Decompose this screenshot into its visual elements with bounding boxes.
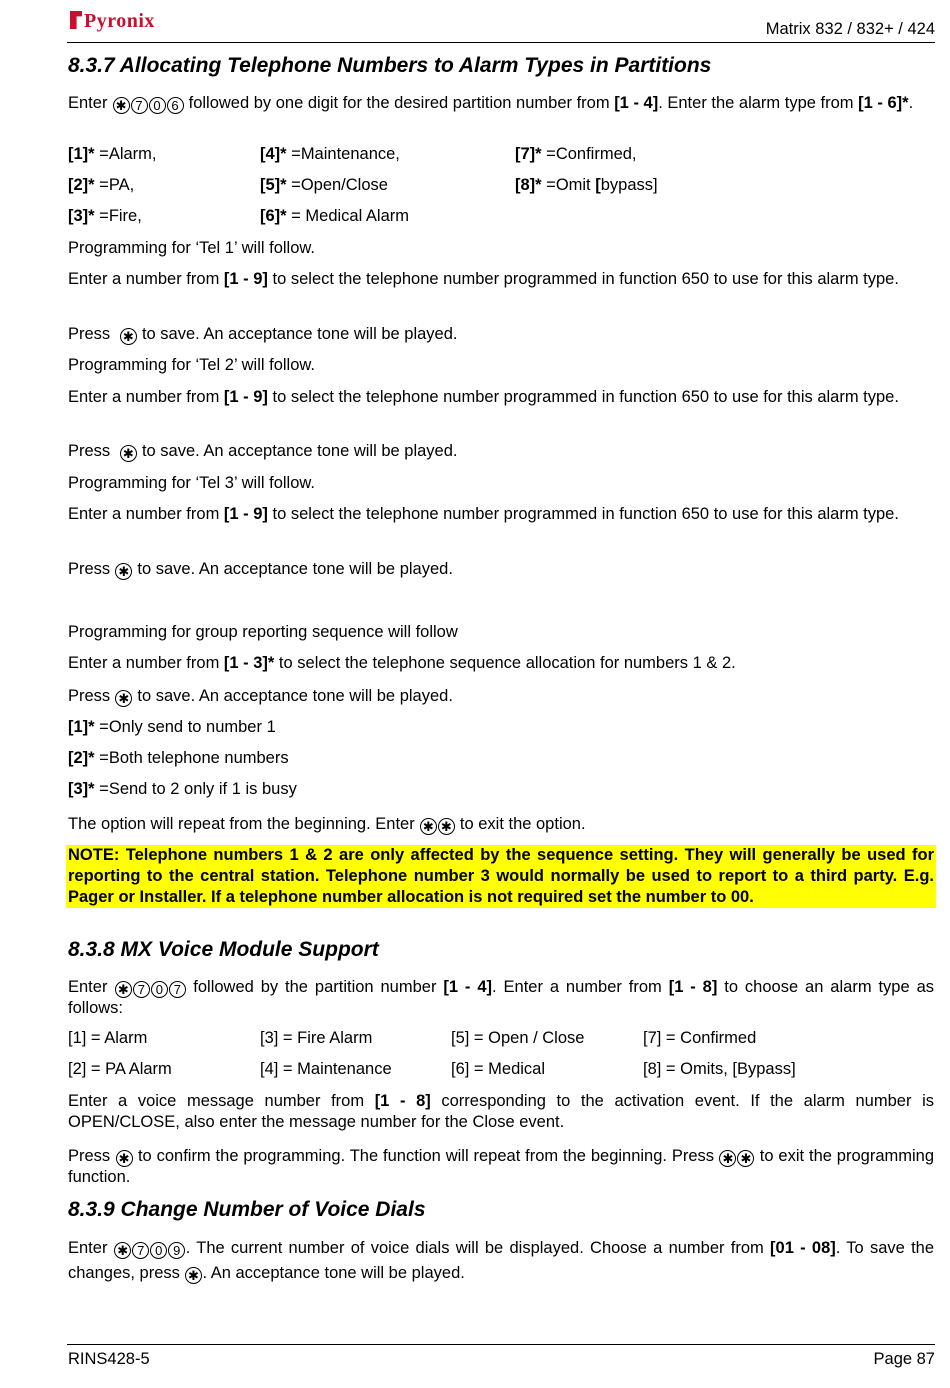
text-fragment: [3]*	[68, 780, 95, 798]
type-1	[68, 145, 157, 164]
text-fragment: Enter a number from	[68, 505, 224, 523]
text-fragment: =PA,	[94, 176, 135, 194]
pyronix-logo	[70, 10, 155, 33]
star-key-icon: ✱	[114, 1242, 131, 1259]
text-fragment: Press	[68, 325, 111, 343]
text-fragment: Enter	[68, 1239, 108, 1257]
text-fragment: =Alarm,	[94, 145, 157, 163]
tel3-press	[68, 559, 934, 580]
type-6	[260, 207, 409, 226]
voice-type: [3] = Fire Alarm	[260, 1029, 373, 1047]
text-fragment: to select the telephone number programmed in function 650 to use for this alarm type.	[267, 388, 899, 406]
text-fragment: [5]*	[260, 176, 287, 194]
text-fragment: [	[595, 176, 601, 194]
section-838-title: 8.3.8 MX Voice Module Support	[68, 938, 379, 961]
type-4	[260, 145, 400, 164]
voice-type: [8] = Omits, [Bypass]	[643, 1060, 796, 1078]
text-fragment: . Enter the alarm type from	[658, 94, 859, 112]
text-fragment: =Maintenance,	[286, 145, 400, 163]
logo-mark-icon	[70, 11, 82, 29]
text-fragment: [3]*	[68, 207, 95, 225]
text-fragment: [1 - 8]	[668, 978, 718, 996]
text-fragment: . The current number of voice dials will be displayed. Choose a number from	[185, 1239, 771, 1257]
exit-key-icon: ✱	[719, 1150, 736, 1167]
text-fragment: [1 - 4]	[614, 94, 659, 112]
key-0-icon: 0	[150, 1242, 167, 1259]
voice-type: [1] = Alarm	[68, 1029, 148, 1047]
text-fragment: =Both telephone numbers	[94, 749, 289, 767]
text-fragment: =Confirmed,	[541, 145, 637, 163]
text-fragment: [1 - 4]	[443, 978, 493, 996]
voice-type: [4] = Maintenance	[260, 1060, 392, 1078]
text-fragment: [7]*	[515, 145, 542, 163]
text-fragment: =Open/Close	[286, 176, 388, 194]
repeat-text	[68, 814, 934, 835]
text-fragment: Enter a number from	[68, 388, 224, 406]
text-fragment: corresponding to the activation event. If the alarm number is OPEN/CLOSE, also enter the message number for the Close event.	[68, 1092, 934, 1131]
text-fragment: Enter a voice message number from	[68, 1092, 375, 1110]
model-header: Matrix 832 / 832+ / 424	[765, 20, 935, 38]
save-key-icon: ✱	[120, 445, 137, 462]
key-7-icon: 7	[131, 97, 148, 114]
voice-type: [5] = Open / Close	[451, 1029, 585, 1047]
text-fragment: [1 - 9]	[223, 388, 268, 406]
text-fragment: to select the telephone number programmed in function 650 to use for this alarm type.	[267, 505, 899, 523]
key-9-icon: 9	[168, 1242, 185, 1259]
text-fragment: Press	[68, 560, 111, 578]
key-7-icon: 7	[133, 981, 150, 998]
key-0-icon: 0	[151, 981, 168, 998]
type-8	[515, 176, 658, 195]
tel1-enter	[68, 269, 934, 290]
type-2	[68, 176, 134, 195]
text-fragment: to select the telephone sequence allocation for numbers 1 & 2.	[274, 654, 736, 672]
text-fragment: Press	[68, 442, 111, 460]
confirm-text	[68, 1146, 934, 1188]
text-fragment: followed by one digit for the desired partition number from	[184, 94, 615, 112]
text-fragment: to save. An acceptance tone will be played.	[132, 687, 453, 705]
save-key-icon: ✱	[115, 563, 132, 580]
text-fragment: to exit the programming function.	[68, 1147, 935, 1186]
text-fragment: [1 - 6]*	[858, 94, 909, 112]
s838-intro	[68, 977, 934, 1019]
tel2-press	[68, 441, 934, 462]
text-fragment: [1 - 9]	[223, 270, 268, 288]
text-fragment: . To save the changes, press	[68, 1239, 935, 1282]
brand-name: Pyronix	[84, 10, 155, 32]
s837-intro	[68, 93, 934, 114]
text-fragment: Press	[68, 687, 111, 705]
tel2-text: Programming for ‘Tel 2’ will follow.	[68, 356, 315, 374]
text-fragment: to save. An acceptance tone will be played.	[137, 325, 458, 343]
seq-opt-1	[68, 717, 934, 738]
text-fragment: [1 - 3]*	[223, 654, 275, 672]
key-6-icon: 6	[167, 97, 184, 114]
key-0-icon: 0	[149, 97, 166, 114]
text-fragment: Press	[68, 1147, 111, 1165]
text-fragment: =Send to 2 only if 1 is busy	[94, 780, 297, 798]
seq-enter	[68, 653, 934, 674]
group-text: Programming for group reporting sequence will follow	[68, 623, 458, 641]
exit-key-icon: ✱	[420, 818, 437, 835]
text-fragment: [2]*	[68, 176, 95, 194]
save-key-icon: ✱	[185, 1267, 202, 1284]
text-fragment: Enter	[68, 94, 108, 112]
section-839-title: 8.3.9 Change Number of Voice Dials	[68, 1198, 426, 1221]
text-fragment: to exit the option.	[455, 815, 586, 833]
tel2-enter	[68, 387, 934, 408]
note-box: NOTE: Telephone numbers 1 & 2 are only affected by the sequence setting. They will generally be used for reporting to the central station. Telephone number 3 would normally be used to report to a third party. E.g. Pager or Installer. If a telephone number allocation is not required set the number to 00.	[68, 846, 934, 906]
text-fragment: . Enter a number from	[492, 978, 669, 996]
text-fragment: [6]*	[260, 207, 287, 225]
tel3-enter	[68, 504, 934, 525]
text-fragment: to save. An acceptance tone will be played.	[132, 560, 453, 578]
save-key-icon: ✱	[120, 328, 137, 345]
text-fragment: [01 - 08]	[770, 1239, 836, 1257]
save-key-icon: ✱	[115, 690, 132, 707]
text-fragment: = Medical Alarm	[286, 207, 410, 225]
type-3	[68, 207, 142, 226]
voice-type: [6] = Medical	[451, 1060, 546, 1078]
text-fragment: .	[908, 94, 914, 112]
tel1-press	[68, 324, 934, 345]
section-837-title: 8.3.7 Allocating Telephone Numbers to Alarm Types in Partitions	[68, 54, 712, 77]
text-fragment: [1]*	[68, 718, 95, 736]
seq-opt-3	[68, 779, 934, 800]
text-fragment: [1 - 9]	[223, 505, 268, 523]
voice-msg-text	[68, 1091, 934, 1133]
doc-number: RINS428-5	[68, 1350, 150, 1368]
star-key-icon: ✱	[115, 981, 132, 998]
text-fragment: [1]*	[68, 145, 95, 163]
voice-type: [2] = PA Alarm	[68, 1060, 172, 1078]
text-fragment: [2]*	[68, 749, 95, 767]
text-fragment: [1 - 8]	[374, 1092, 431, 1110]
text-fragment: =Only send to number 1	[94, 718, 276, 736]
key-7-icon: 7	[132, 1242, 149, 1259]
text-fragment: Enter a number from	[68, 270, 224, 288]
header-rule	[67, 42, 935, 43]
voice-type: [7] = Confirmed	[643, 1029, 757, 1047]
text-fragment: followed by the partition number	[186, 978, 444, 996]
text-fragment: Enter	[68, 978, 108, 996]
text-fragment: The option will repeat from the beginning. Enter	[68, 815, 420, 833]
footer-rule	[67, 1344, 935, 1345]
seq-press	[68, 686, 934, 707]
tel1-text: Programming for ‘Tel 1’ will follow.	[68, 239, 315, 257]
key-7-icon: 7	[169, 981, 186, 998]
exit-key-icon: ✱	[438, 818, 455, 835]
text-fragment: [8]*	[515, 176, 542, 194]
text-fragment: =Fire,	[94, 207, 142, 225]
text-fragment: to save. An acceptance tone will be played.	[137, 442, 458, 460]
text-fragment: bypass]	[600, 176, 658, 194]
type-7	[515, 145, 637, 164]
type-5	[260, 176, 388, 195]
s839-text	[68, 1236, 934, 1286]
tel3-text: Programming for ‘Tel 3’ will follow.	[68, 474, 315, 492]
text-fragment: Enter a number from	[68, 654, 224, 672]
text-fragment: [4]*	[260, 145, 287, 163]
confirm-key-icon: ✱	[116, 1150, 133, 1167]
text-fragment: to select the telephone number programmed in function 650 to use for this alarm type.	[267, 270, 899, 288]
text-fragment: . An acceptance tone will be played.	[202, 1264, 465, 1282]
star-key-icon: ✱	[113, 97, 130, 114]
page-number: Page 87	[873, 1350, 935, 1368]
exit-key-icon: ✱	[737, 1150, 754, 1167]
text-fragment: to confirm the programming. The function will repeat from the beginning. Press	[133, 1147, 719, 1165]
text-fragment: =Omit	[541, 176, 596, 194]
seq-opt-2	[68, 748, 934, 769]
text-fragment: to choose an alarm type as follows:	[68, 978, 934, 1017]
